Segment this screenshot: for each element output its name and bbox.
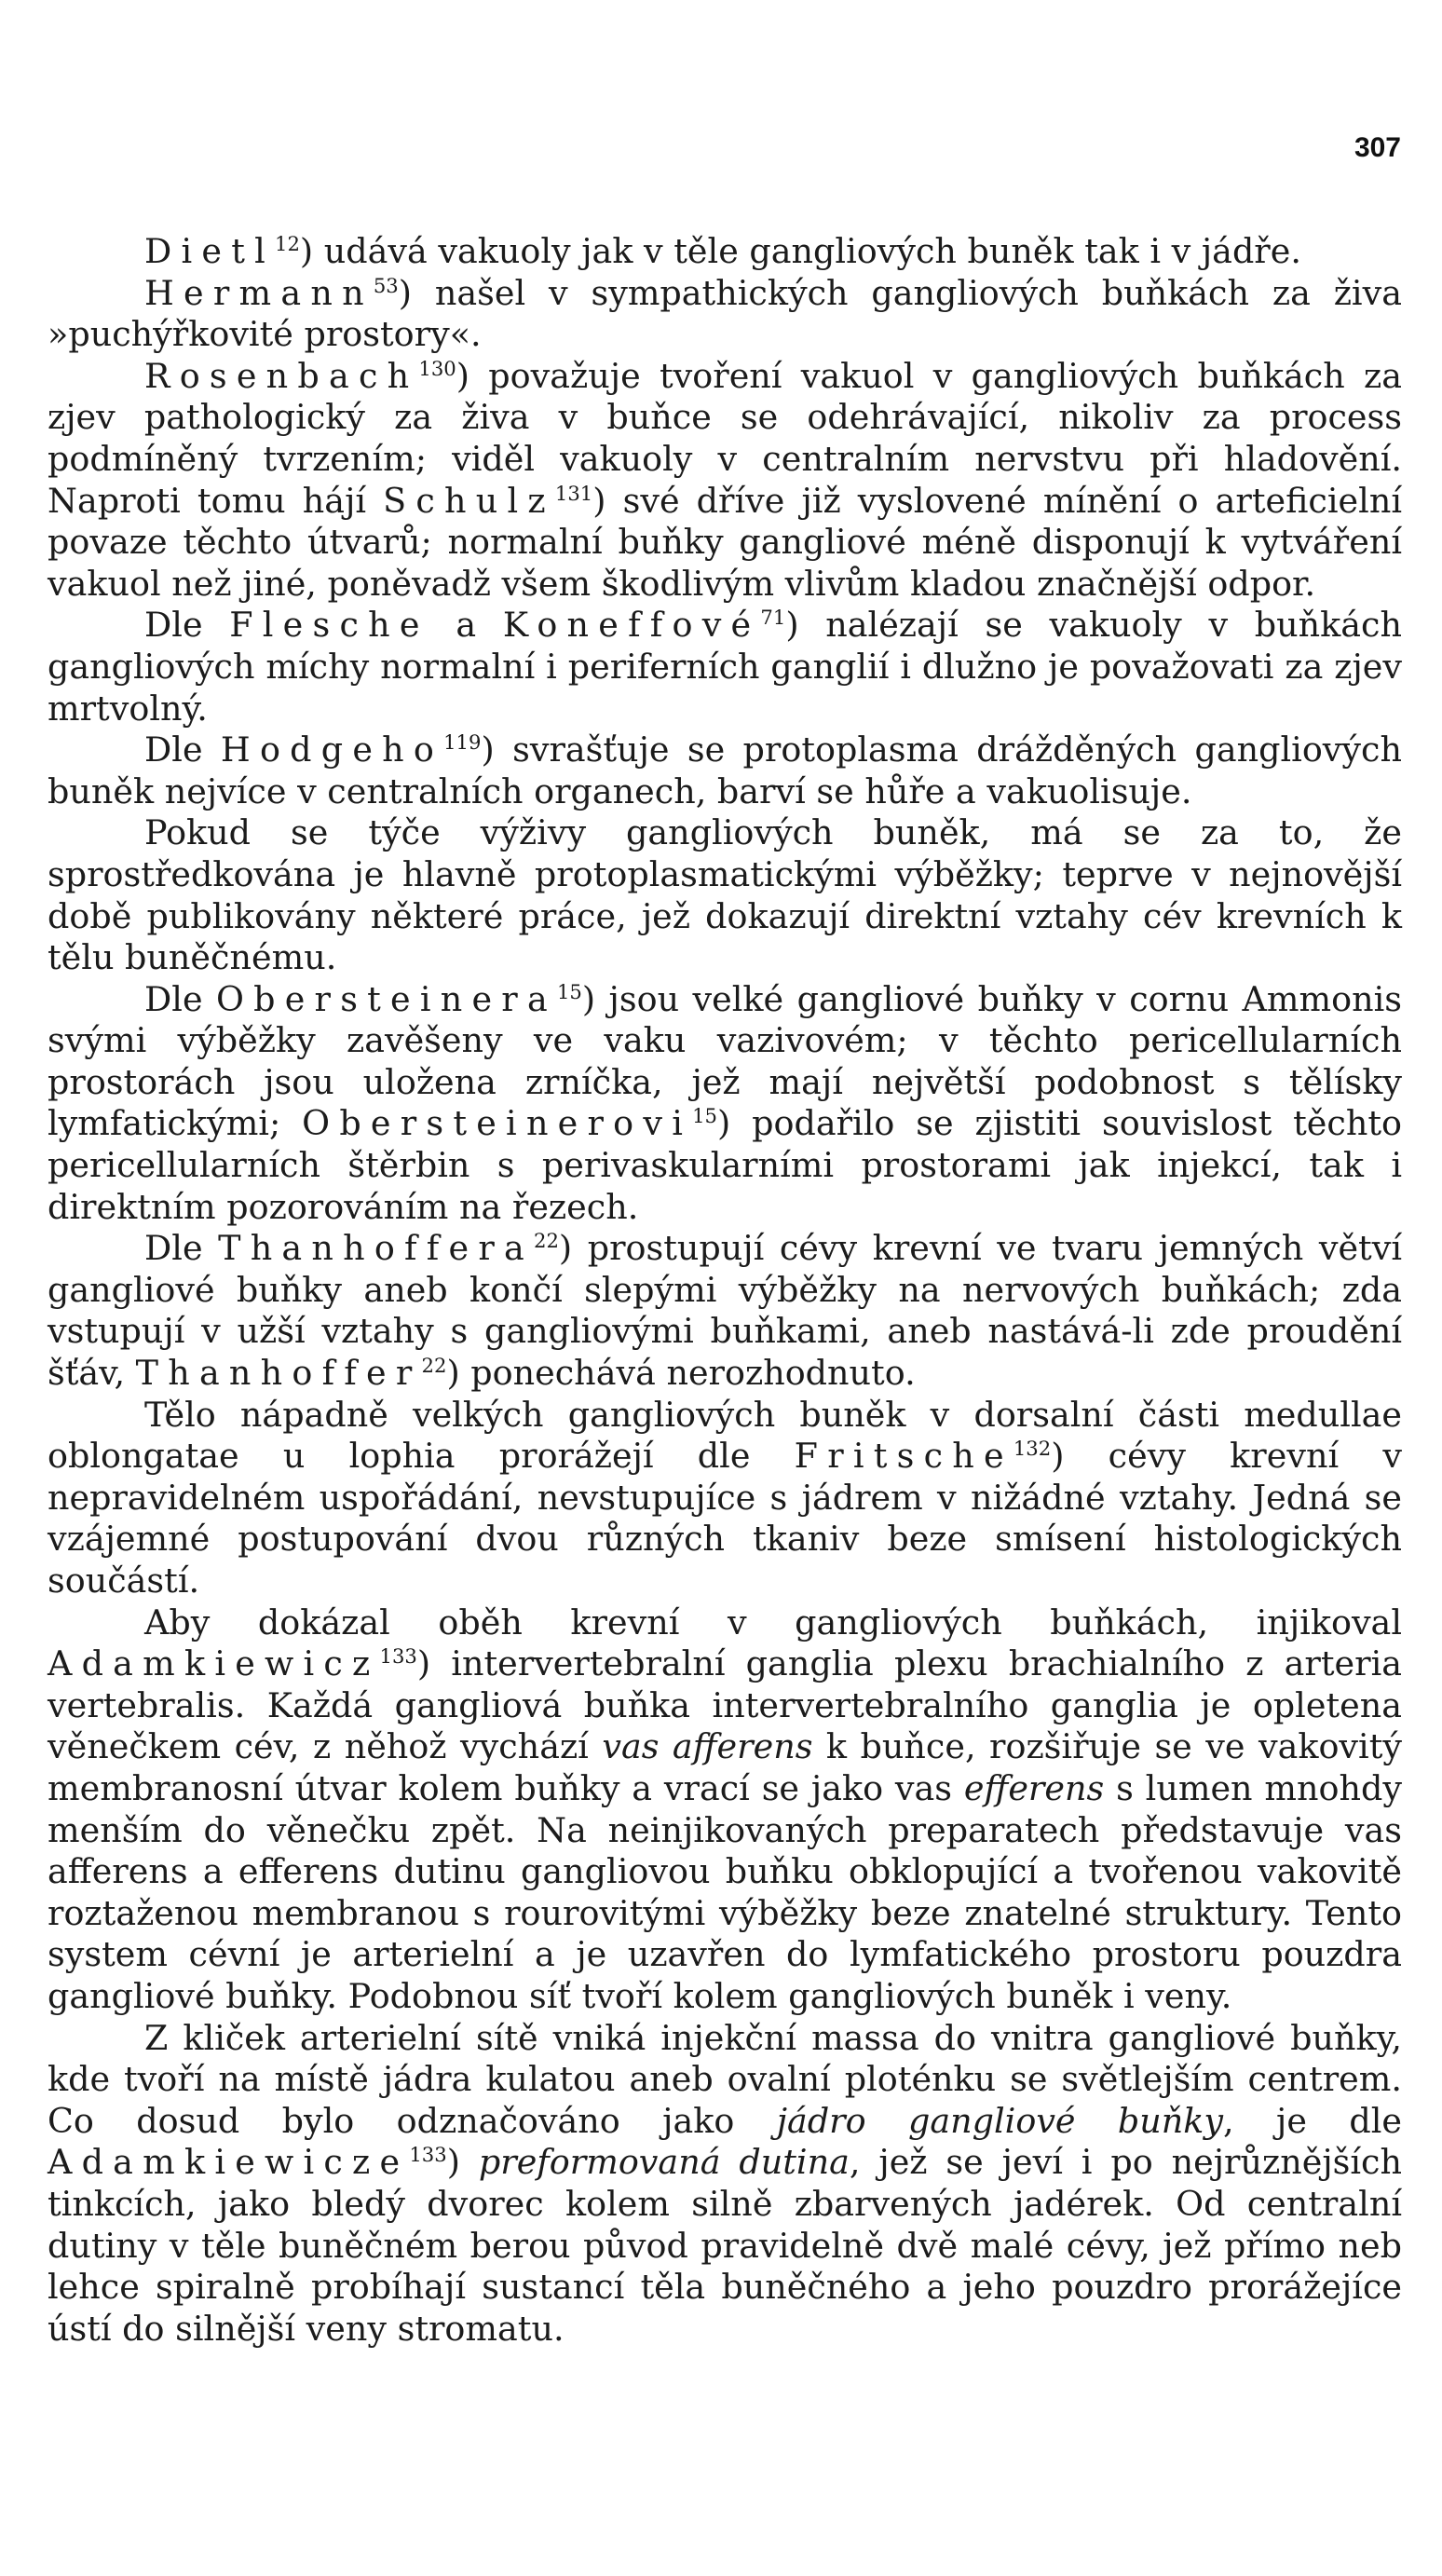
text-run: ) bbox=[446, 2142, 479, 2183]
paragraph bbox=[48, 812, 1402, 978]
text-run: a bbox=[429, 605, 503, 646]
text-run: Z kliček arterielní sítě vniká injekční massa do vnitra gangliové buňky, kde tvoří na místě jádra kulatou aneb ovalní ploténku se světlejším centrem. Co dosud bylo odznačováno jako bbox=[48, 2017, 1402, 2141]
text-run: ) prostupují cévy krevní ve tvaru jemných větví gangliové buňky aneb končí slepými výběžky na nervových buňkách; zda vstupují v užší vztahy s gangliovými buňkami, aneb nastává-li zde proudění šťáv, bbox=[48, 1228, 1403, 1394]
italic-term: preformovaná dutina bbox=[478, 2142, 850, 2183]
reference-number: 133 bbox=[409, 2143, 447, 2167]
reference-number: 15 bbox=[692, 1104, 718, 1128]
text-run: ) jsou velké gangliové buňky v cornu Ammonis svými výběžky zavěšeny ve vaku vazivovém; v těchto pericellularních prostorách jsou uložena zrníčka, jež mají největší podobnost s tělísky lymfatickými; bbox=[48, 978, 1402, 1144]
text-run: ) ponechává nerozhodnuto. bbox=[446, 1353, 916, 1394]
text-run: k buňce, rozšiřuje se ve vakovitý membranosní útvar kolem buňky a vrací se jako vas bbox=[48, 1726, 1403, 1808]
text-run: Aby dokázal oběh krevní v gangliových buňkách, injikoval bbox=[144, 1601, 1402, 1642]
text-run: , je dle bbox=[1223, 2100, 1402, 2141]
author-name: Thanhoffer bbox=[135, 1353, 422, 1394]
italic-term: jádro gangliové buňky bbox=[776, 2100, 1224, 2141]
reference-number: 71 bbox=[760, 606, 786, 630]
paragraph bbox=[48, 356, 1402, 606]
author-name: Hodgeho bbox=[220, 729, 444, 770]
text-run: ) svrašťuje se protoplasma drážděných gangliových buněk nejvíce v centralních organech, barví se hůře a vakuolisuje. bbox=[48, 729, 1402, 811]
text-run: Pokud se týče výživy gangliových buněk, má se za to, že sprostředkována je hlavně protoplasmatickými výběžky; teprve v nejnovější době publikovány některé práce, jež dokazují direktní vztahy cév krevních k tělu buněčnému. bbox=[48, 812, 1402, 978]
page-number: 307 bbox=[1354, 132, 1401, 163]
text-run: ) cévy krevní v nepravidelném uspořádání, nevstupujíce s jádrem v nižádné vztahy. Jedná se vzájemné postupování dvou různých tkaniv beze smísení histologických součástí. bbox=[48, 1436, 1402, 1601]
reference-number: 53 bbox=[373, 273, 399, 297]
paragraph bbox=[48, 605, 1402, 729]
paragraph bbox=[48, 729, 1402, 812]
body-text bbox=[48, 231, 1402, 2350]
reference-number: 131 bbox=[554, 481, 593, 505]
reference-number: 22 bbox=[421, 1353, 447, 1377]
author-name: Hermann bbox=[144, 272, 374, 313]
author-name: Obersteinera bbox=[215, 978, 557, 1019]
text-run: Dle bbox=[144, 1228, 219, 1269]
italic-term: vas afferens bbox=[602, 1726, 813, 1767]
reference-number: 15 bbox=[556, 979, 582, 1003]
text-run: Tělo nápadně velkých gangliových buněk v dorsalní části medullae oblongatae u lophia prorážejí dle bbox=[48, 1394, 1402, 1477]
author-name: Thanhoffera bbox=[218, 1228, 534, 1269]
reference-number: 133 bbox=[379, 1644, 417, 1669]
paragraph bbox=[48, 231, 1402, 273]
reference-number: 132 bbox=[1013, 1437, 1052, 1461]
text-run: Dle bbox=[144, 729, 221, 770]
text-run: ) nalézají se vakuoly v buňkách gangliových míchy normalní i periferních ganglií i dlužno je považovati za zjev mrtvolný. bbox=[48, 605, 1402, 729]
paragraph bbox=[48, 273, 1402, 356]
text-run: ) našel v sympathických gangliových buňkách za živa »puchýřkovité prostory«. bbox=[48, 272, 1402, 355]
paragraph bbox=[48, 979, 1402, 1229]
reference-number: 130 bbox=[418, 356, 456, 380]
text-run: ) považuje tvoření vakuol v gangliových buňkách za zjev pathologický za živa v buňce se odehrávající, nikoliv za process podmíněný tvrzením; viděl vakuoly v centralním nervstvu při hladovění. Naproti tomu hájí bbox=[48, 355, 1402, 521]
paragraph bbox=[48, 2018, 1402, 2351]
text-run: ) své dříve již vyslovené mínění o arteficielní povaze těchto útvarů; normalní buňky gangliové méně disponují k vytváření vakuol než jiné, poněvadž všem škodlivým vlivům kladou značnější odpor. bbox=[48, 480, 1403, 604]
author-name: Obersteinerovi bbox=[302, 1103, 693, 1144]
author-name: Dietl bbox=[144, 231, 275, 271]
text-run: , jež se jeví i po nejrůznějších tinkcích, jako bledý dvorec kolem silně zbarvených jadérek. Od centralní dutiny v těle buněčném berou původ pravidelně dvě malé cévy, jež přímo neb lehce spiralně probíhají sustancí těla buněčného a jeho pouzdro prorážejíce ústí do silnější veny stromatu. bbox=[48, 2142, 1403, 2349]
author-name: Flesche bbox=[229, 605, 429, 646]
reference-number: 22 bbox=[533, 1229, 559, 1253]
author-name: Koneffové bbox=[502, 605, 761, 646]
author-name: Rosenbach bbox=[144, 355, 419, 396]
text-run: ) intervertebralní ganglia plexu brachialního z arteria vertebralis. Každá gangliová buňka intervertebralního ganglia je opletena věnečkem cév, z něhož vychází bbox=[48, 1643, 1402, 1767]
paragraph bbox=[48, 1228, 1402, 1394]
reference-number: 119 bbox=[443, 730, 482, 754]
text-run: Dle bbox=[144, 605, 230, 646]
text-run: ) podařilo se zjistiti souvislost těchto pericellularních štěrbin s perivaskularními prostorami jak injekcí, tak i direktním pozorováním na řezech. bbox=[48, 1103, 1402, 1227]
author-name: Adamkiewicze bbox=[48, 2142, 410, 2183]
text-run: ) udává vakuoly jak v těle gangliových buněk tak i v jádře. bbox=[299, 231, 1301, 271]
author-name: Adamkiewicz bbox=[48, 1643, 380, 1684]
paragraph bbox=[48, 1395, 1402, 1602]
text-run: Dle bbox=[144, 978, 216, 1019]
italic-term: efferens bbox=[963, 1767, 1105, 1808]
reference-number: 12 bbox=[274, 231, 300, 255]
text-run: s lumen mnohdy menším do věnečku zpět. Na neinjikovaných preparatech představuje vas afferens a efferens dutinu gangliovou buňku obklopující a tvořenou vakovitě roztaženou membranou s rourovitými výběžky beze znatelné struktury. Tento system cévní je arterielní a je uzavřen do lymfatického prostoru pouzdra gangliové buňky. Podobnou síť tvoří kolem gangliových buněk i veny. bbox=[48, 1767, 1402, 2016]
author-name: Schulz bbox=[383, 480, 555, 521]
paragraph bbox=[48, 1602, 1402, 2018]
author-name: Fritsche bbox=[794, 1436, 1013, 1477]
